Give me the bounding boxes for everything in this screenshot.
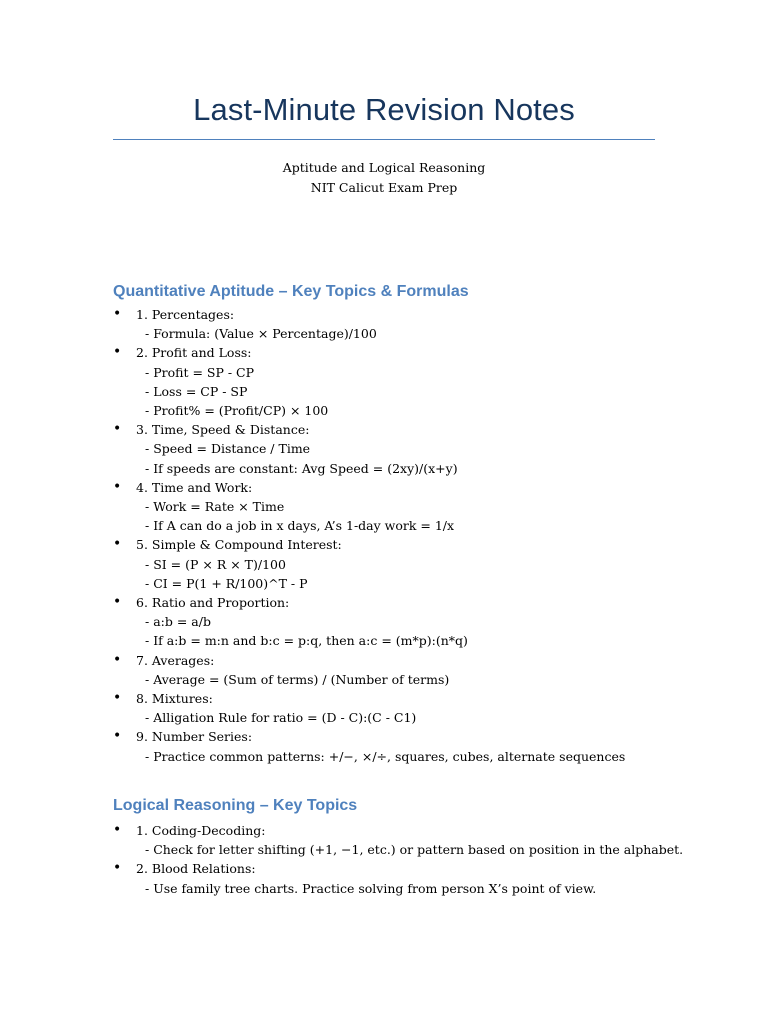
topic-label: 6. Ratio and Proportion: — [136, 595, 290, 611]
list-item — [113, 593, 673, 651]
bullet-icon: • — [113, 651, 122, 668]
formula-line: - Speed = Distance / Time — [145, 441, 311, 457]
formula-line: - If speeds are constant: Avg Speed = (2xy)/(x+y) — [145, 460, 458, 476]
formula-line: - Check for letter shifting (+1, −1, etc.) or pattern based on position in the alphabet. — [145, 842, 684, 858]
formula-line: - Profit = SP - CP — [145, 364, 255, 380]
list-item — [113, 651, 673, 689]
subtitle-line-1: Aptitude and Logical Reasoning — [282, 160, 486, 175]
formula-line: - Profit% = (Profit/CP) × 100 — [145, 403, 329, 419]
topic-label: 7. Averages: — [136, 652, 215, 668]
quant-topic-list — [113, 305, 673, 766]
list-item — [113, 420, 673, 478]
list-item — [113, 689, 673, 727]
bullet-icon: • — [113, 306, 122, 322]
section-heading-logical: Logical Reasoning – Key Topics — [113, 797, 358, 814]
section-heading-quant: Quantitative Aptitude – Key Topics & Formulas — [113, 283, 469, 300]
topic-label: 1. Coding-Decoding: — [136, 823, 266, 838]
bullet-icon: • — [113, 860, 122, 877]
bullet-icon: • — [113, 421, 122, 438]
formula-line: - Work = Rate × Time — [145, 499, 285, 515]
topic-label: 2. Blood Relations: — [136, 861, 256, 877]
formula-line: - a:b = a/b — [145, 614, 211, 630]
bullet-icon: • — [113, 344, 122, 361]
topic-label: 9. Number Series: — [136, 729, 253, 745]
list-item — [113, 478, 673, 536]
topic-label: 3. Time, Speed & Distance: — [136, 422, 310, 438]
topic-label: 2. Profit and Loss: — [136, 345, 252, 361]
formula-line: - CI = P(1 + R/100)^T - P — [145, 575, 308, 591]
formula-line: - Practice common patterns: +/−, ×/÷, squares, cubes, alternate sequences — [145, 748, 626, 764]
formula-line: - Loss = CP - SP — [145, 383, 248, 399]
bullet-icon: • — [113, 822, 122, 838]
topic-label: 4. Time and Work: — [136, 479, 253, 495]
formula-line: - If a:b = m:n and b:c = p:q, then a:c = (m*p):(n*q) — [145, 633, 468, 649]
subtitle-line-2: NIT Calicut Exam Prep — [310, 180, 458, 195]
formula-line: - If A can do a job in x days, A’s 1-day work = 1/x — [145, 518, 455, 534]
bullet-icon: • — [113, 594, 122, 611]
logical-topic-list — [113, 821, 684, 898]
formula-line: - Use family tree charts. Practice solving from person X’s point of view. — [145, 880, 597, 896]
list-item — [113, 343, 673, 420]
list-item — [113, 821, 684, 859]
list-item — [113, 727, 673, 765]
topic-label: 8. Mixtures: — [136, 691, 213, 707]
formula-line: - Average = (Sum of terms) / (Number of terms) — [145, 671, 450, 687]
topic-label: 1. Percentages: — [136, 307, 235, 322]
topic-label: 5. Simple & Compound Interest: — [136, 537, 342, 553]
bullet-icon: • — [113, 690, 122, 707]
list-item — [113, 535, 673, 593]
list-item — [113, 859, 673, 897]
list-item — [113, 305, 673, 343]
bullet-icon: • — [113, 478, 122, 495]
formula-line: - SI = (P × R × T)/100 — [145, 556, 286, 572]
formula-line: - Alligation Rule for ratio = (D - C):(C - C1) — [145, 710, 417, 726]
document-title: Last-Minute Revision Notes — [193, 92, 575, 127]
title-divider — [113, 139, 655, 140]
bullet-icon: • — [113, 728, 122, 745]
bullet-icon: • — [113, 536, 122, 553]
formula-line: - Formula: (Value × Percentage)/100 — [145, 326, 377, 342]
